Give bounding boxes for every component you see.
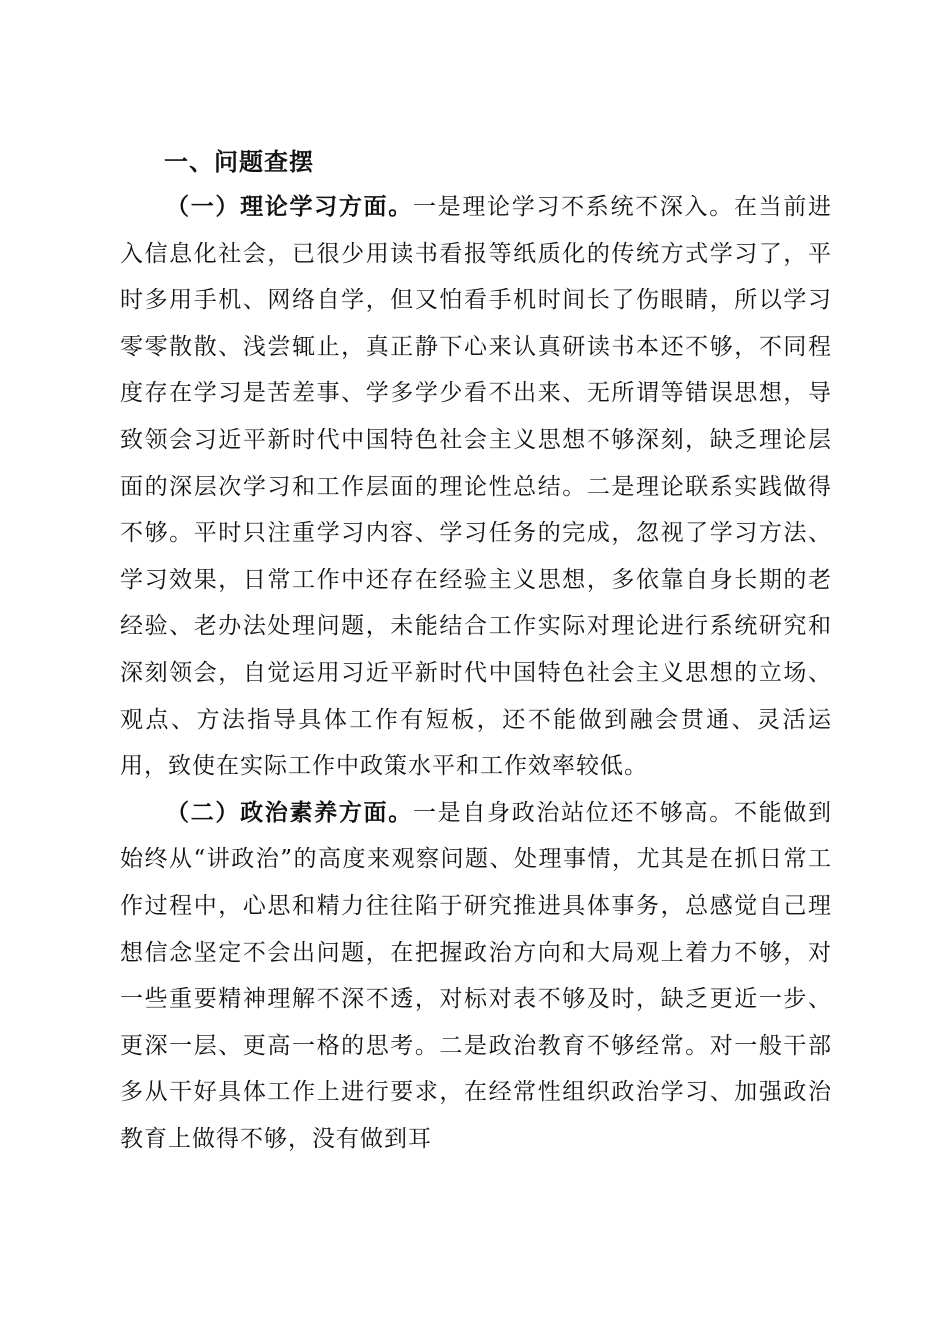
paragraph-lead: （一）理论学习方面。 <box>166 193 413 220</box>
paragraph-text: 一是理论学习不系统不深入。在当前进入信息化社会，已很少用读书看报等纸质化的传统方式学习了，平时多用手机、网络自学，但又怕看手机时间长了伤眼睛，所以学习零零散散、浅尝辄止，真正静下心来认真研读书本还不够，不同程度存在学习是苦差事、学多学少看不出来、无所谓等错误思想，导致领会习近平新时代中国特色社会主义思想不够深刻，缺乏理论层面的深层次学习和工作层面的理论性总结。二是理论联系实践做得不够。平时只注重学习内容、学习任务的完成，忽视了学习方法、学习效果，日常工作中还存在经验主义思想，多依靠自身长期的老经验、老办法处理问题，未能结合工作实际对理论进行系统研究和深刻领会，自觉运用习近平新时代中国特色社会主义思想的立场、观点、方法指导具体工作有短板，还不能做到融会贯通、灵活运用，致使在实际工作中政策水平和工作效率较低。 <box>120 194 833 780</box>
document-body <box>120 140 832 1162</box>
paragraph-text: 一是自身政治站位还不够高。不能做到始终从“讲政治”的高度来观察问题、处理事情，尤其是在抓日常工作过程中，心思和精力往往陷于研究推进具体事务，总感觉自己理想信念坚定不会出问题，在把握政治方向和大局观上着力不够，对一些重要精神理解不深不透，对标对表不够及时，缺乏更近一步、更深一层、更高一格的思考。二是政治教育不够经常。对一般干部多从干好具体工作上进行要求，在经常性组织政治学习、加强政治教育上做得不够，没有做到耳 <box>120 799 833 1152</box>
paragraph-theory-study <box>120 184 832 790</box>
paragraph-lead: （二）政治素养方面。 <box>166 798 413 826</box>
paragraph-political-literacy <box>120 790 832 1163</box>
section-heading: 一、问题查摆 <box>164 148 314 176</box>
